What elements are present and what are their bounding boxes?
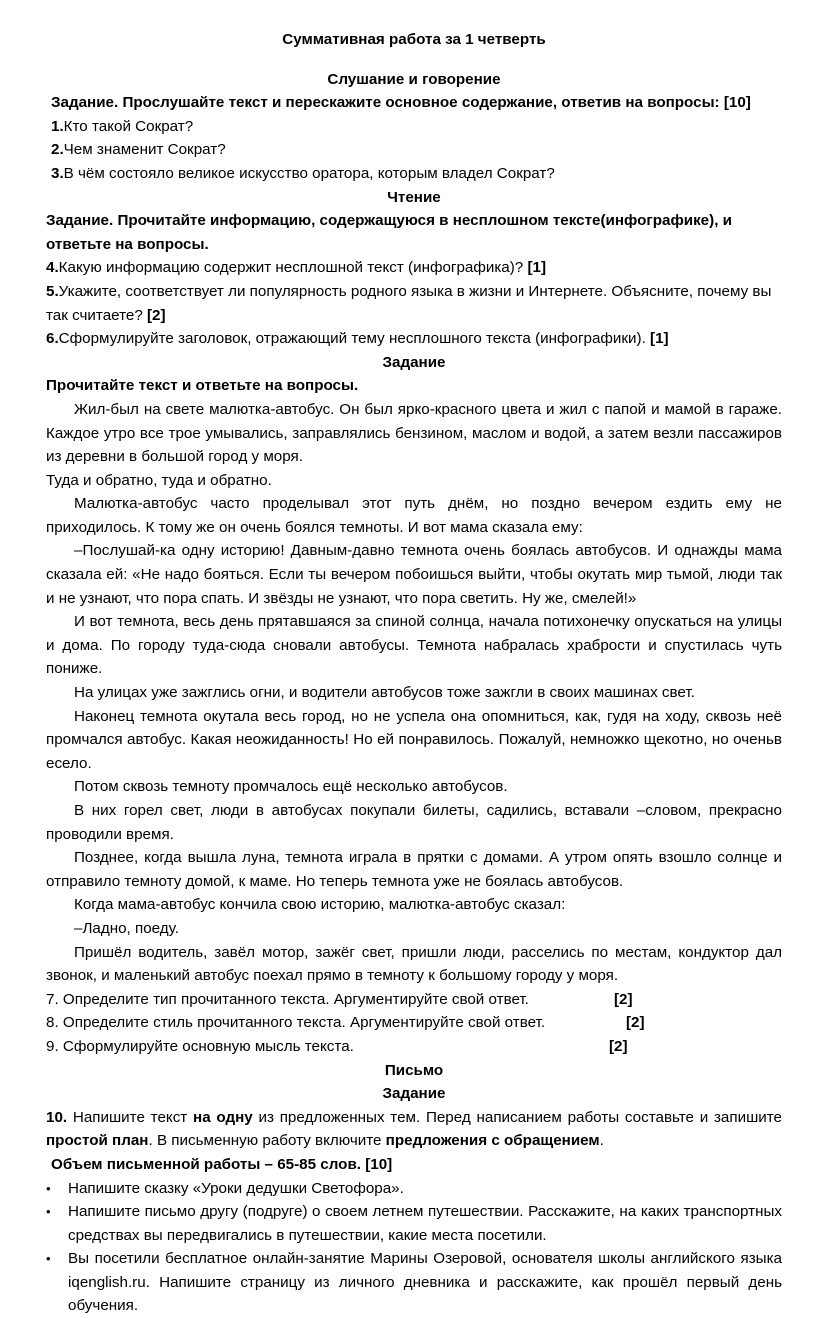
question-7-mark: [2] [614, 988, 633, 1012]
question-8 [46, 1011, 782, 1035]
question-2-text: Чем знаменит Сократ? [64, 141, 226, 158]
story-paragraph-5: И вот темнота, весь день прятавшаяся за спиной солнца, начала потихонечку опускаться на улицы и дома. По городу туда-сюда сновали автобусы. Темнота набралась храбрости и спустилась чуть пониже. [46, 610, 782, 681]
question-3 [46, 162, 782, 186]
question-5 [46, 280, 782, 327]
question-4-text: Какую информацию содержит несплошной текст (инфографика)? [59, 259, 528, 276]
writing-task-heading: Задание [46, 1082, 782, 1106]
story-paragraph-2: Туда и обратно, туда и обратно. [46, 469, 782, 493]
topic-3-text: Вы посетили бесплатное онлайн-занятие Марины Озеровой, основателя школы английского языка iqenglish.ru. Напишите страницу из личного дневника и расскажите, как прошёл первый день обучения. [68, 1247, 782, 1318]
question-5-mark: [2] [147, 307, 166, 324]
question-10-part1: Напишите текст [67, 1109, 193, 1126]
question-10-part4: . [600, 1132, 604, 1149]
story-paragraph-12: –Ладно, поеду. [46, 917, 782, 941]
topic-1-text: Напишите сказку «Уроки дедушки Светофора». [68, 1180, 404, 1197]
question-10 [46, 1106, 782, 1153]
question-5-text: Укажите, соответствует ли популярность родного языка в жизни и Интернете. Объясните, почему вы так считаете? [46, 283, 771, 324]
bullet-icon: • [46, 1177, 51, 1201]
question-2-number: 2. [51, 141, 64, 158]
question-10-bold2: простой план [46, 1132, 149, 1149]
reading-task-label: Задание. Прочитайте информацию, содержащуюся в несплошном тексте(инфографике), и ответьте на вопросы. [46, 209, 782, 256]
question-6-mark: [1] [650, 330, 669, 347]
section-heading-writing: Письмо [46, 1059, 782, 1083]
bullet-icon: • [46, 1247, 51, 1271]
story-paragraph-10: Позднее, когда вышла луна, темнота играла в прятки с домами. А утром опять взошло солнце и отправило темноту домой, к маме. Но теперь темнота уже не боялась автобусов. [46, 846, 782, 893]
question-6 [46, 327, 782, 351]
question-10-bold3: предложения с обращением [386, 1132, 600, 1149]
spacer [46, 52, 782, 68]
question-1-text: Кто такой Сократ? [64, 118, 194, 135]
story-paragraph-7: Наконец темнота окутала весь город, но не успела она опомниться, как, гудя на ходу, сквозь неё промчался автобус. Какая неожиданность! Но ей понравилось. Пожалуй, немножко щекотно, но оченьв есело. [46, 705, 782, 776]
question-3-text: В чём состояло великое искусство оратора, которым владел Сократ? [64, 165, 555, 182]
section-heading-listening: Слушание и говорение [46, 68, 782, 92]
question-2 [46, 138, 782, 162]
question-10-number: 10. [46, 1109, 67, 1126]
story-paragraph-1: Жил-был на свете малютка-автобус. Он был ярко-красного цвета и жил с папой и мамой в гараже. Каждое утро все трое умывались, заправлялись бензином, маслом и водой, а затем везли пассажиров из деревни в большой город у моря. [46, 398, 782, 469]
question-7-number: 7. [46, 991, 59, 1008]
question-4 [46, 256, 782, 280]
list-item [46, 1177, 782, 1201]
listening-task-label: Задание. Прослушайте текст и перескажите основное содержание, ответив на вопросы: [10] [46, 91, 782, 115]
question-8-number: 8. [46, 1014, 59, 1031]
document-body [46, 28, 782, 1318]
question-10-part2: из предложенных тем. Перед написанием работы составьте и запишите [253, 1109, 782, 1126]
section-heading-task: Задание [46, 351, 782, 375]
question-6-number: 6. [46, 330, 59, 347]
question-1-number: 1. [51, 118, 64, 135]
question-1 [46, 115, 782, 139]
question-9-text: Сформулируйте основную мысль текста. [63, 1038, 354, 1055]
question-9-number: 9. [46, 1038, 59, 1055]
writing-topics-list [46, 1177, 782, 1318]
question-7 [46, 988, 782, 1012]
topic-2-text: Напишите письмо другу (подруге) о своем летнем путешествии. Расскажите, на каких транспортных средствах вы передвигались в путешествии, какие места посетили. [68, 1203, 782, 1244]
question-10-bold1: на одну [193, 1109, 253, 1126]
list-item [46, 1247, 782, 1318]
question-7-text: Определите тип прочитанного текста. Аргументируйте свой ответ. [63, 991, 529, 1008]
bullet-icon: • [46, 1200, 51, 1224]
story-paragraph-11: Когда мама-автобус кончила свою историю, малютка-автобус сказал: [46, 893, 782, 917]
question-9 [46, 1035, 782, 1059]
story-paragraph-8: Потом сквозь темноту промчалось ещё несколько автобусов. [46, 775, 782, 799]
question-4-number: 4. [46, 259, 59, 276]
story-paragraph-13: Пришёл водитель, завёл мотор, зажёг свет, пришли люди, расселись по местам, кондуктор дал звонок, и маленький автобус поехал прямо в темноту к большому городу у моря. [46, 941, 782, 988]
question-3-number: 3. [51, 165, 64, 182]
story-paragraph-9: В них горел свет, люди в автобусах покупали билеты, садились, вставали –словом, прекрасно проводили время. [46, 799, 782, 846]
question-4-mark: [1] [527, 259, 546, 276]
list-item [46, 1200, 782, 1247]
question-8-mark: [2] [626, 1011, 645, 1035]
story-paragraph-3: Малютка-автобус часто проделывал этот путь днём, но поздно вечером ездить ему не приходилось. К тому же он очень боялся темноты. И вот мама сказала ему: [46, 492, 782, 539]
question-5-number: 5. [46, 283, 59, 300]
story-paragraph-4: –Послушай-ка одну историю! Давным-давно темнота очень боялась автобусов. И однажды мама сказала ей: «Не надо бояться. Если ты вечером побоишься выйти, чтобы окутать мир тьмой, люди так и не узнают, что пора спать. И звёзды не узнают, что пора светить. Ну же, смелей!» [46, 539, 782, 610]
section-heading-reading: Чтение [46, 186, 782, 210]
story-paragraph-6: На улицах уже зажглись огни, и водители автобусов тоже зажгли в своих машинах свет. [46, 681, 782, 705]
document-title: Суммативная работа за 1 четверть [46, 28, 782, 52]
question-9-mark: [2] [609, 1035, 628, 1059]
question-8-text: Определите стиль прочитанного текста. Аргументируйте свой ответ. [63, 1014, 545, 1031]
task-text-instruction: Прочитайте текст и ответьте на вопросы. [46, 374, 782, 398]
question-10-part3: . В письменную работу включите [149, 1132, 386, 1149]
question-6-text: Сформулируйте заголовок, отражающий тему несплошного текста (инфографики). [59, 330, 650, 347]
writing-volume-line: Объем письменной работы – 65-85 слов. [10] [46, 1153, 782, 1177]
